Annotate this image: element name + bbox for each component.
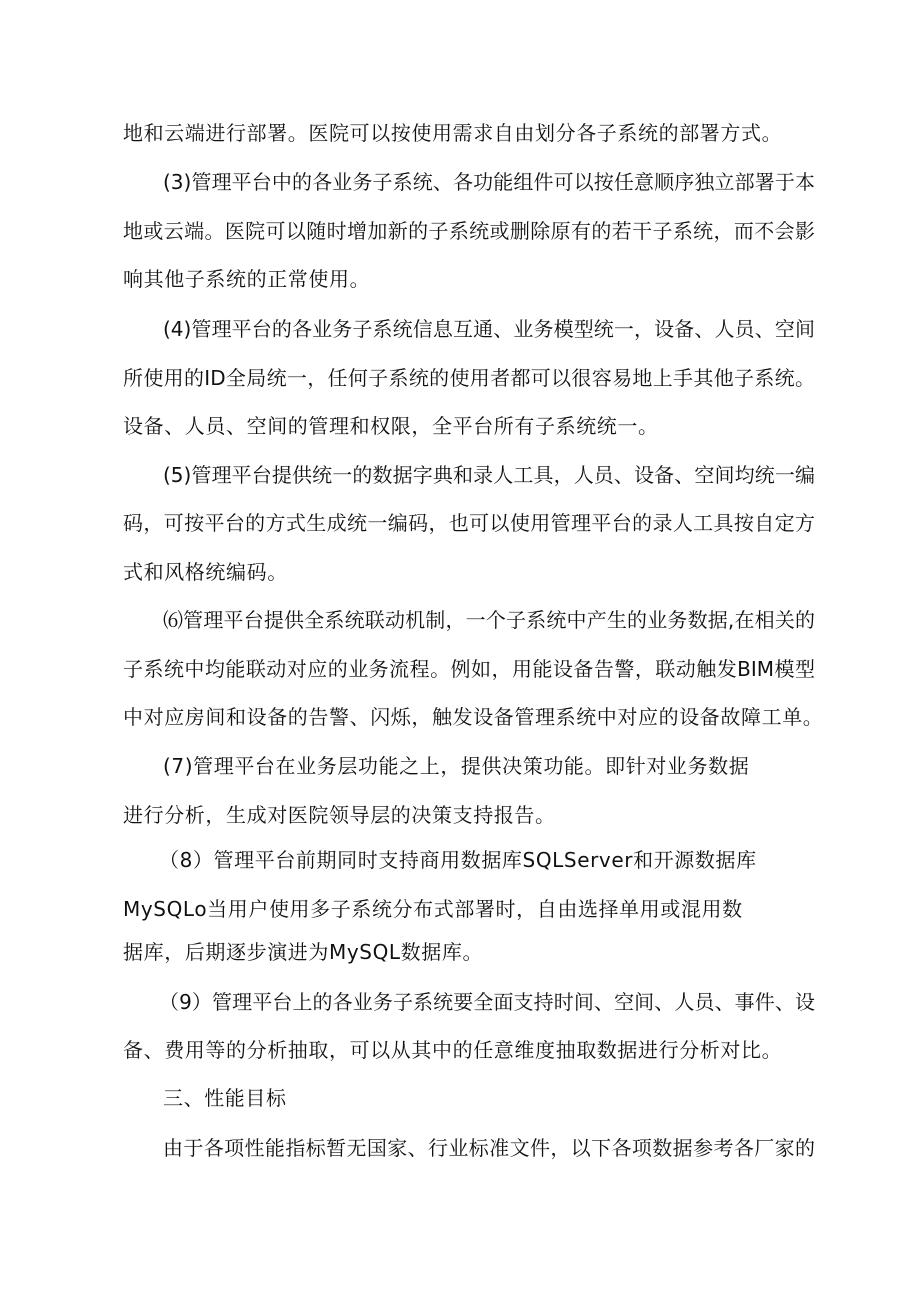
text-line-17: MySQLo当用户使用多子系统分布式部署时，自由选择单用或混用数 bbox=[123, 897, 743, 921]
text-line-9: 码，可按平台的方式生成统一编码，也可以使用管理平台的录人工具按自定方 bbox=[123, 511, 815, 535]
text-line-10: 式和风格统编码。 bbox=[123, 560, 288, 584]
text-line-11: ⑹管理平台提供全系统联动机制，一个子系统中产生的业务数据,在相关的 bbox=[163, 608, 815, 632]
text-line-7: 设备、人员、空间的管理和权限，全平台所有子系统统一。 bbox=[123, 414, 659, 438]
text-line-20: 备、费用等的分析抽取，可以从其中的任意维度抽取数据进行分析对比。 bbox=[123, 1038, 783, 1062]
text-line-8: (5)管理平台提供统一的数据字典和录人工具，人员、设备、空间均统一编 bbox=[163, 463, 815, 487]
text-line-15: 进行分析，生成对医院领导层的决策支持报告。 bbox=[123, 803, 556, 827]
text-line-6: 所使用的ID全局统一，任何子系统的使用者都可以很容易地上手其他子系统。 bbox=[123, 366, 815, 390]
text-line-18: 据库，后期逐步演进为MySQL数据库。 bbox=[123, 940, 484, 964]
text-line-4: 响其他子系统的正常使用。 bbox=[123, 267, 371, 291]
text-line-3: 地或云端。医院可以随时增加新的子系统或删除原有的若干子系统，而不会影 bbox=[123, 219, 815, 243]
text-line-16: （8）管理平台前期同时支持商用数据库SQLServer和开源数据库 bbox=[159, 848, 757, 872]
text-line-12: 子系统中均能联动对应的业务流程。例如，用能设备告警，联动触发BIM模型 bbox=[123, 657, 815, 681]
text-line-13: 中对应房间和设备的告警、闪烁，触发设备管理系统中对应的设备故障工单。 bbox=[123, 705, 824, 729]
section-heading: 三、性能目标 bbox=[163, 1086, 287, 1110]
text-line-2: (3)管理平台中的各业务子系统、各功能组件可以按任意顺序独立部署于本 bbox=[163, 170, 815, 194]
text-line-14: (7)管理平台在业务层功能之上，提供决策功能。即针对业务数据 bbox=[163, 754, 750, 778]
text-line-19: （9）管理平台上的各业务子系统要全面支持时间、空间、人员、事件、设 bbox=[159, 990, 815, 1014]
text-line-22: 由于各项性能指标暂无国家、行业标准文件，以下各项数据参考各厂家的 bbox=[163, 1136, 815, 1160]
text-line-1: 地和云端进行部署。医院可以按使用需求自由划分各子系统的部署方式。 bbox=[123, 121, 783, 145]
text-line-5: (4)管理平台的各业务子系统信息互通、业务模型统一，设备、人员、空间 bbox=[163, 317, 815, 341]
